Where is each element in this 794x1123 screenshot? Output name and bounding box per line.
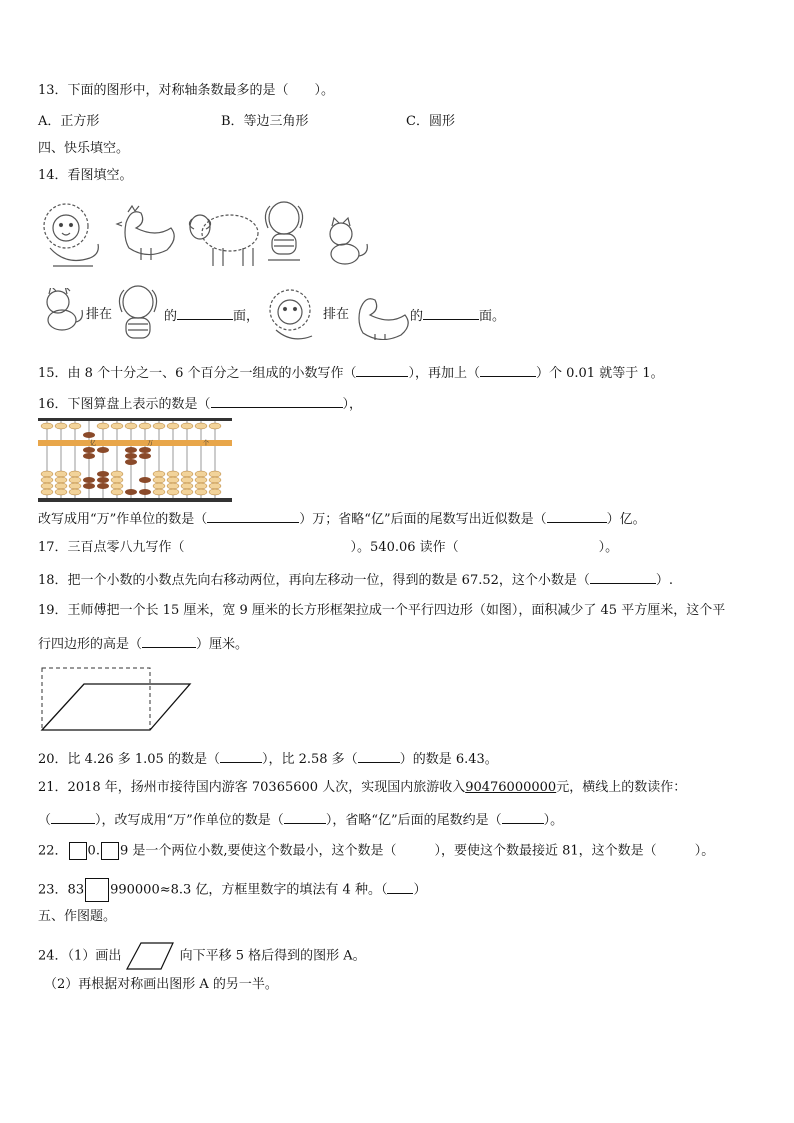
q22-line <box>38 842 714 861</box>
q13-option-c: C．圆形 <box>406 114 455 129</box>
q20-text-a: 20．比 4.26 多 1.05 的数是（ <box>38 752 220 767</box>
q22-text-a: 22． <box>38 843 68 859</box>
q15-text-c: ）个 0.01 就等于 1。 <box>536 366 664 381</box>
cat-picture <box>330 218 367 264</box>
q19-text-c: ）厘米。 <box>196 637 249 652</box>
q14-word-de-2: 的 <box>410 309 424 324</box>
q16-text-a: 16．下图算盘上表示的数是（ <box>38 397 211 412</box>
q22-box-1[interactable] <box>69 842 87 860</box>
q15-line <box>38 363 664 383</box>
q16-blank-1[interactable] <box>211 394 343 408</box>
q13-option-b: B．等边三角形 <box>221 114 309 129</box>
q15-blank-2[interactable] <box>480 363 536 377</box>
q22-text-b: 0. <box>87 843 100 859</box>
q20-line <box>38 749 498 769</box>
q16-text-c: 改写成用“万”作单位的数是（ <box>38 512 208 527</box>
q18-line <box>38 570 673 590</box>
q24-line-1 <box>38 941 366 971</box>
q18-blank[interactable] <box>590 570 656 584</box>
q22-text-d: ），要使这个数最接近 81，这个数是（ <box>434 843 657 859</box>
q21-blank-2[interactable] <box>284 810 326 824</box>
q21-text-a: 21．2018 年，扬州市接待国内游客 70365600 人次，实现国内旅游收入 <box>38 780 466 795</box>
q23-text-c: ） <box>413 882 427 898</box>
q19-text-b: 行四边形的高是（ <box>38 637 143 652</box>
abacus-label-wan: 万 <box>147 440 154 447</box>
q14-word-mian-1: 面， <box>233 309 260 324</box>
q14-blank-line-1[interactable] <box>177 306 233 320</box>
q15-text-a: 15．由 8 个十分之一、6 个百分之一组成的小数写作（ <box>38 366 357 381</box>
q21-line-2 <box>38 810 563 830</box>
q19-parallelogram-figure <box>40 666 192 732</box>
q21-line-1 <box>38 779 686 797</box>
q13-option-a: A．正方形 <box>38 114 100 129</box>
q14-word-pai-zai-1: 排在 <box>86 307 113 322</box>
q21-underlined-number: 90476000000 <box>465 780 557 795</box>
q20-text-c: ）的数是 6.43。 <box>399 752 498 767</box>
q23-line <box>38 878 426 902</box>
q20-blank-1[interactable] <box>220 749 262 763</box>
q22-text-c: 9 是一个两位小数,要使这个数最小，这个数是（ <box>119 843 397 859</box>
q24-text-b: 向下平移 5 格后得到的图形 A。 <box>179 948 366 964</box>
dog-picture <box>265 202 302 260</box>
section-4-heading: 四、快乐填空。 <box>38 141 130 156</box>
abacus-label-yi: 亿 <box>90 440 97 447</box>
q18-text-a: 18．把一个小数的小数点先向右移动两位，再向左移动一位，得到的数是 67.52，这个小数是（ <box>38 573 590 588</box>
q14-word-de-1: 的 <box>164 309 178 324</box>
q22-box-2[interactable] <box>101 842 119 860</box>
q21-text-f: ）。 <box>543 813 564 828</box>
sheep-picture <box>189 215 258 266</box>
q14-hen-picture <box>350 290 410 340</box>
q19-line-1: 19．王师傅把一个长 15 厘米，宽 9 厘米的长方形框架拉成一个平行四边形（如图），面积减少了 45 平方厘米，这个平 <box>38 603 726 618</box>
q16-line-1 <box>38 394 362 414</box>
q16-line-2 <box>38 509 646 529</box>
q23-text-b: 990000≈8.3 亿，方框里数字的填法有 4 种。（ <box>110 882 388 898</box>
q21-blank-3[interactable] <box>502 810 544 824</box>
q19-line-2 <box>38 634 248 654</box>
q16-text-b: ）， <box>342 397 363 412</box>
q21-text-e: ），省略“亿”后面的尾数约是（ <box>325 813 502 828</box>
q21-blank-1[interactable] <box>51 810 95 824</box>
abacus-label-ge: 个 <box>203 440 210 447</box>
q14-lion-picture <box>262 284 322 344</box>
q16-text-d: ）万；省略“亿”后面的尾数写出近似数是（ <box>299 512 547 527</box>
q17-line <box>38 539 618 557</box>
q16-blank-3[interactable] <box>547 509 607 523</box>
q14-blank-2 <box>410 306 505 326</box>
q14-blank-1 <box>164 306 259 326</box>
q16-blank-2[interactable] <box>207 509 299 523</box>
q23-box[interactable] <box>85 878 109 902</box>
q21-text-d: ），改写成用“万”作单位的数是（ <box>95 813 284 828</box>
q24-line-2: （2）再根据对称画出图形 A 的另一半。 <box>44 977 278 992</box>
q24-parallelogram-icon <box>125 941 175 971</box>
q21-text-c: （ <box>38 813 52 828</box>
q14-word-mian-2: 面。 <box>479 309 506 324</box>
q24-text-a: 24．（1）画出 <box>38 948 122 964</box>
q14-title: 14．看图填空。 <box>38 168 133 183</box>
q14-dog-picture <box>114 284 160 344</box>
q15-blank-1[interactable] <box>356 363 408 377</box>
q17-text-c: ）。 <box>598 540 619 555</box>
section-5-heading: 五、作图题。 <box>38 909 117 924</box>
lion-picture <box>44 204 98 266</box>
q23-text-a: 23．83 <box>38 882 85 898</box>
q20-text-b: ），比 2.58 多（ <box>261 752 358 767</box>
abacus-picture <box>38 418 232 502</box>
q14-blank-line-2[interactable] <box>423 306 479 320</box>
q15-text-b: ），再加上（ <box>408 366 480 381</box>
q19-blank[interactable] <box>142 634 196 648</box>
q18-text-b: ）. <box>655 573 674 588</box>
q13-text: 13．下面的图形中，对称轴条数最多的是（ ）。 <box>38 83 335 98</box>
q16-text-e: ）亿。 <box>606 512 646 527</box>
animal-picture-row <box>38 198 378 273</box>
q23-blank[interactable] <box>387 880 413 894</box>
q20-blank-2[interactable] <box>358 749 400 763</box>
hen-picture <box>117 206 174 260</box>
q21-text-b: 元，横线上的数读作： <box>556 780 687 795</box>
q14-cat-picture <box>40 288 85 333</box>
q22-text-e: ）。 <box>694 843 715 859</box>
q14-word-pai-zai-2: 排在 <box>323 307 350 322</box>
q17-text-a: 17．三百点零八九写作（ <box>38 540 185 555</box>
q17-text-b: ）。540.06 读作（ <box>350 540 459 555</box>
